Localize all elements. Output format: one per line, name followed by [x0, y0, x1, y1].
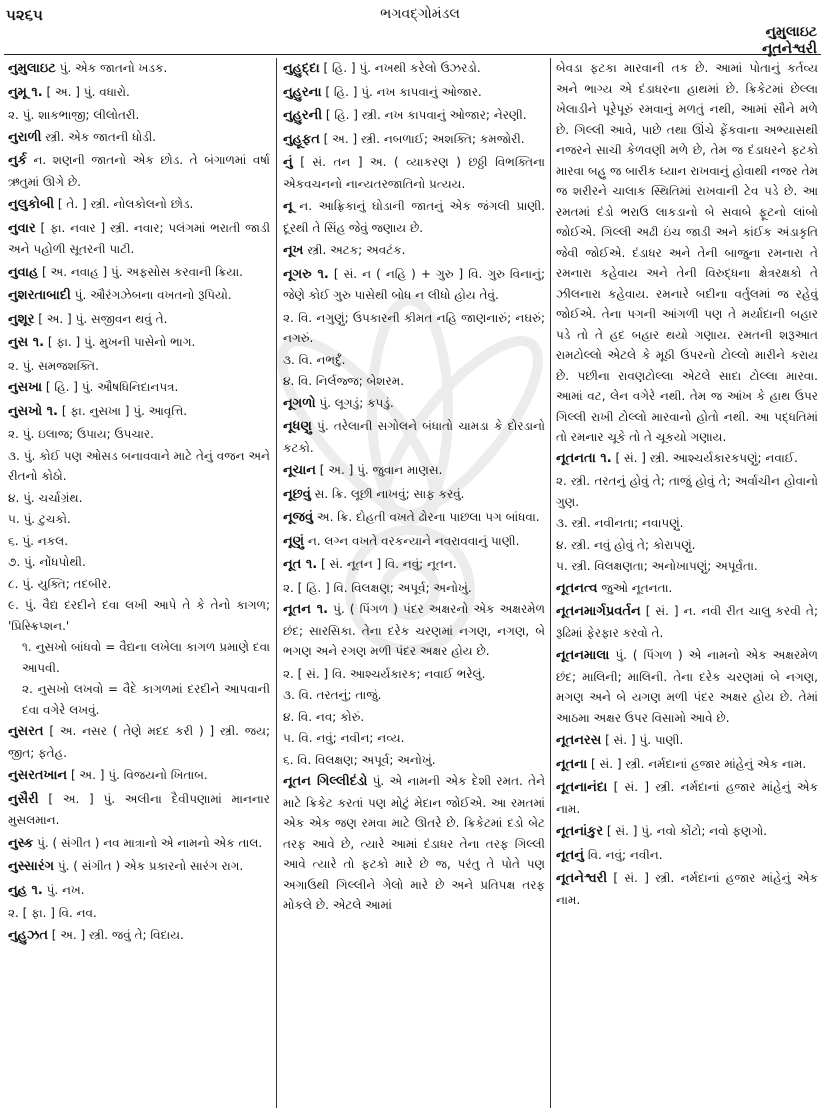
sense-line: ૬. પું. નકલ. — [8, 533, 69, 548]
dictionary-entry — [283, 599, 545, 662]
sense-line: ૪. વિ. નિર્લજ્જ; બેશરમ. — [283, 374, 405, 388]
dictionary-entry — [283, 240, 545, 262]
column-divider — [550, 58, 551, 1108]
dictionary-entry — [8, 401, 270, 423]
definition: [ સં. ] સ્ત્રી. નર્મદાનાં હજાર માંહેનું એક નામ. — [556, 780, 818, 816]
headword: નૂછવું — [283, 486, 311, 502]
definition: સ્ત્રી. એક જાતની ધોડી. — [41, 129, 157, 144]
dictionary-entry — [8, 150, 270, 192]
definition: અ. ક્રિ. દોહતી વખતે ઢોરના પાછલા પગ બાંધવા. — [313, 510, 540, 524]
sense-line: ૫. સ્ત્રી. વિલક્ષણતા; અનોખાપણું; અપૂર્વતા. — [556, 559, 758, 573]
sense-line: ૩. પું. કોઈ પણ ઓસડ બનાવવાને માટે તેનું વજન અને રીતનો કોઠો. — [8, 448, 270, 483]
dictionary-entry — [283, 105, 545, 127]
definition: [ અ. નસર ( તેણે મદદ કરી ) ] સ્ત્રી. જય; જીત; ફતેહ. — [8, 724, 270, 760]
dictionary-entry — [8, 285, 270, 307]
headword: નૂગરુ ૧. — [283, 266, 329, 282]
guide-word-first: નુમુલાઇટ — [765, 24, 817, 40]
definition: વિ. નવું; નવીન. — [584, 847, 663, 862]
definition: પું. તરેલાની સગોલને બંધાતો ચામડા કે દોરડાનો કટકો. — [283, 419, 545, 455]
sense-line: ૫. વિ. નવું; નવીન; નવ્ય. — [283, 731, 405, 745]
definition: [ અ. ] પું. અલીના દૈવીપણામાં માનનાર મુસલમાન. — [8, 791, 270, 827]
definition: [ સં. ] પું. નવો કોંટો; નવો ફણગો. — [603, 824, 768, 838]
idiom-line: ૨. નુસખો લખવો = વૈદે કાગળમાં દરદીને આપવાની દવા વગેરે લખવું. — [22, 682, 270, 717]
headword: નુસખા — [8, 380, 43, 395]
dictionary-entry — [556, 868, 818, 910]
headword: નુશરતાબાદી — [8, 288, 71, 303]
definition: ન. આફ્રિકાનું ઘોડાની જાતનું એક જંગલી પ્રાણી. દૂરથી તે સિંહ જેવું જણાય છે. — [283, 199, 545, 235]
dictionary-entry — [8, 194, 270, 216]
definition: પું. ( પિંગળ ) પંદર અક્ષરનો એક અક્ષરમેળ છંદ; સારસિકા. તેના દરેક ચરણમાં નગણ, નગણ, બે ભગણ અને રગણ મળી પંદર અક્ષર હોય છે. — [283, 602, 546, 658]
definition: [ અ. ] પું. વધારો. — [42, 84, 130, 99]
dictionary-entry — [556, 821, 818, 843]
definition: ન. લગ્ન વખતે વરકન્યાને નવરાવવાનું પાણી. — [304, 533, 520, 548]
header-rule — [4, 54, 821, 55]
dictionary-entry — [283, 393, 545, 415]
dictionary-entry — [283, 264, 545, 306]
guide-word-last: નૂતનેશ્વરી — [761, 41, 817, 57]
headword: નૂગળો — [283, 395, 316, 411]
headword: નૂતનત્વ — [556, 580, 598, 596]
headword: નુહ ૧. — [8, 882, 43, 898]
headword: નૂતન ગિલ્લીદંડો — [283, 774, 368, 789]
sense-line: ૫. પું. ટુચકો. — [8, 512, 71, 526]
dictionary-entry — [556, 730, 818, 752]
headword: નૂતનરસ — [556, 733, 602, 748]
sense-line: ૪. સ્ત્રી. નવું હોવું તે; કોરાપણું. — [556, 537, 696, 552]
definition: પું. એ નામની એક દેશી રમત. તેને માટે ક્રિકેટ કરતાં પણ મોટું મેદાન જોઈએ. આ રમતમાં એક એક જણ રમવા માટે ઊતરે છે. ક્રિકેટમાં દડો બેટ તરફ આવે છે, ત્યારે આમાં દંડાધર તેના તરફ ગિલ્લી આવે ત્યારે તો ફટકો મારે છે જ, પરંતુ તે પોતે પણ અગાઉથી ગિલ્લીને ગેલો મારે છે અને પ્રતિપક્ષ તરફ મોકલે છે. એટલે આમાં — [283, 774, 546, 912]
sense-line: ૮. પું. યુક્તિ; તદબીર. — [8, 576, 112, 591]
definition: [ અ. ] પું. સજીવન થવું તે. — [34, 311, 168, 326]
dictionary-entry — [8, 332, 270, 354]
dictionary-entry — [283, 531, 545, 553]
definition: સ્ત્રી. અટક; અવટંક. — [303, 243, 406, 257]
definition: [ સં. ] સ્ત્રી. નર્મદાનાં હજાર માંહેનું એક નામ. — [556, 871, 818, 907]
dictionary-entry — [8, 833, 270, 855]
dictionary-entry — [8, 309, 270, 331]
headword: નૂજવું — [283, 510, 314, 525]
column-1 — [8, 58, 270, 948]
headword: નૂતનતા ૧. — [556, 450, 612, 466]
definition: [ અ. ] પું. વિજયનો ખિતાબ. — [67, 768, 208, 782]
dictionary-entry — [8, 925, 270, 947]
headword: નુસખો ૧. — [8, 403, 58, 419]
page-number: ૫૨૬૫ — [6, 6, 43, 24]
dictionary-entry — [556, 845, 818, 867]
definition: [ સં. ] ન. નવી રીત ચાલુ કરવી તે; રૂઢિમાં ફેરફાર કરવો તે. — [556, 604, 818, 640]
headword: નુમૂ ૧. — [8, 84, 43, 100]
sense-line: ૨. [ સં. ] વિ. આશ્ચર્યકારક; નવાઈ ભરેલું. — [283, 666, 486, 681]
definition: [ ફા. નવાર ] સ્ત્રી. નવાર; પલંગમાં ભરાતી જાડી અને પહોળી સૂતરની પાટી. — [8, 220, 270, 256]
sense-line: ૨. વિ. નગુણું; ઉપકારની કીમત નહિ જાણનારું; નઘરું; નગરું. — [283, 310, 545, 345]
dictionary-entry — [8, 82, 270, 104]
dictionary-entry — [8, 856, 270, 878]
sense-line: ૯. પું. વૈદ્ય દરદીને દવા લખી આપે તે કે તેનો કાગળ; 'પ્રિસ્ક્રિપ્શન.' — [8, 598, 270, 633]
sense-line: ૩. સ્ત્રી. નવીનતા; નવાપણું. — [556, 516, 684, 530]
headword: નુહુરના — [283, 84, 322, 100]
definition: પું. લૂગડું; કપડું. — [315, 395, 394, 410]
sense-line: ૪. વિ. નવ; કોરું. — [283, 709, 365, 724]
dictionary-entry — [8, 765, 270, 787]
headword: નુશૂર — [8, 311, 35, 327]
definition: [ સં. ] પું. પાણી. — [601, 733, 684, 747]
sense-line: ૨. પું. ઇલાજ; ઉપાય; ઉપચાર. — [8, 427, 154, 441]
headword: નૂ — [283, 199, 293, 214]
dictionary-entry — [556, 777, 818, 819]
dictionary-entry — [283, 484, 545, 506]
dictionary-entry — [8, 721, 270, 763]
dictionary-entry — [556, 645, 818, 728]
definition: [ સં. ] સ્ત્રી. આશ્ચર્યકારકપણું; નવાઈ. — [611, 450, 798, 465]
definition: [ સં. નૂતન ] વિ. નવું; નૂતન. — [317, 557, 457, 571]
definition: પું. ( પિંગળ ) એ નામનો એક અક્ષરમેળ છંદ; માલિની; માલિની. તેના દરેક ચરણમાં બે નગણ, મગણ અને બે યગણ મળી પંદર અક્ષર હોય છે. તેમાં આઠમા અક્ષર ઉપર વિસામો આવે છે. — [556, 648, 818, 725]
headword: નુહુઝત — [8, 927, 48, 943]
dictionary-entry — [8, 262, 270, 284]
headword: નું — [283, 155, 293, 170]
sense-line: ૨. સ્ત્રી. તરતનું હોવું તે; તાજું હોવું તે; અર્વાચીન હોવાનો ગુણ. — [556, 474, 818, 509]
book-title: ભગવદ્ગોમંડલ — [380, 6, 460, 22]
dictionary-entry — [556, 448, 818, 470]
headword: નુલુકોબી — [8, 197, 55, 212]
sense-line: ૬. વિ. વિલક્ષણ; અપૂર્વ; અનોખું. — [283, 752, 436, 767]
dictionary-entry — [283, 460, 545, 482]
headword: નૂતનું — [556, 847, 584, 863]
definition: [ સં. ન ( નહિ ) + ગુરુ ] વિ. ગુરુ વિનાનું; જેણે કોઈ ગુરુ પાસેથી બોધ ન લીધો હોય તેવું. — [283, 266, 545, 302]
dictionary-entry — [283, 152, 545, 194]
definition: પું. નખ. — [42, 882, 85, 897]
dictionary-entry — [8, 218, 270, 260]
dictionary-entry — [8, 127, 270, 149]
column-2 — [283, 58, 545, 918]
definition: [ સં. તન ] અ. ( વ્યાકરણ ) છઠ્ઠી વિભક્તિના એકવચનનો નાન્યતરજાતિનો પ્રત્યય. — [283, 155, 545, 191]
headword: નૂતના — [556, 756, 588, 772]
headword: નુરાળી — [8, 129, 42, 145]
definition: [ હિ. ] પું. નખ કાપવાનું ઓજાર. — [321, 84, 482, 99]
headword: નુહુદ્દા — [283, 61, 320, 76]
idiom-line: ૧. નુસખો બાંધવો = વૈદ્યના લખેલા કાગળ પ્રમાણે દવા આપવી. — [22, 640, 270, 675]
definition: પું. ( સંગીત ) નવ માત્રાનો એ નામનો એક તાલ. — [33, 835, 263, 850]
definition: [ અ. ] પું. જુવાન માણસ. — [315, 463, 443, 477]
headword: નુસ્સારંગ — [8, 859, 55, 874]
dictionary-entry — [556, 578, 818, 600]
guide-words — [762, 24, 817, 58]
headword: નુસરતખાન — [8, 768, 68, 783]
headword: નુસ્ક — [8, 835, 34, 851]
headword: નૂતનમાલા — [556, 648, 610, 663]
headword: નૂખ — [283, 243, 304, 258]
headword: નુહૂફત — [283, 131, 320, 147]
sense-line: ૨. [ ફા. ] વિ. નવ. — [8, 906, 97, 920]
headword: નૂણું — [283, 533, 305, 549]
headword: નૂચાન — [283, 463, 316, 478]
sense-line: ૨. પું. શાકભાજી; લીલોતરી. — [8, 108, 140, 122]
dictionary-entry — [283, 82, 545, 104]
dictionary-entry — [8, 880, 270, 902]
dictionary-entry — [283, 507, 545, 529]
definition: [ અ. નવાહ ] પું. અફસોસ કરવાની ક્રિયા. — [38, 264, 243, 279]
dictionary-entry — [283, 416, 545, 458]
definition: જુઓ નૂતનતા. — [597, 580, 673, 595]
dictionary-entry — [283, 771, 545, 916]
definition: સ. ક્રિ. લૂછી નાખવું; સાફ કરવું. — [310, 486, 465, 501]
sense-line: ૭. પું. નોંધપોથી. — [8, 555, 86, 569]
sense-line: ૨. પું. સમજશક્તિ. — [8, 358, 99, 373]
definition: [ ફા. નુસખા ] પું. આવૃત્તિ. — [58, 403, 188, 418]
dictionary-entry — [8, 377, 270, 399]
headword: નૂધણુ — [283, 419, 312, 434]
definition: [ અ. ] સ્ત્રી. નબળાઈ; અશક્તિ; કમજોરી. — [319, 131, 525, 146]
definition: પું. ( સંગીત ) એક પ્રકારનો સારંગ રાગ. — [54, 859, 244, 873]
headword: નુવાહ — [8, 264, 39, 280]
sense-line: ૪. પું. ચર્ચાગ્રંથ. — [8, 490, 83, 505]
continued-definition: બેવડા ફટકા મારવાની તક છે. આમાં પોતાનું કર્તવ્ય અને ભાગ્ય એ દંડાધરના હાથમાં છે. ક્રિકેટમાં છેલ્લા ખેલાડીને પૂરેપૂરું રમવાનું મળતું નથી, આમાં સૌને મળે છે. ગિલ્લી આવે, પાછે તથા ઊંચે ફેંકવાના અભ્યાસથી નજરને સાચી કેળવણી મળે છે, તેમ જ દંડાધરને ફટકો મારવા બહુ જ બારીક ધ્યાન રાખવાનું હોવાથી નજર તેમ જ શરીરને ચાલાક સ્થિતિમાં રાખવાની ટેવ પડે છે. આ રમતમાં દંડો ભરાઉ લાકડાનો બે સવાબે ફૂટનો લાંબો જોઈએ. ગિલ્લી અઢી ઇંચ જાડી અને કાંઈક અંડાકૃતિ જેવી જોઈએ. દંડાધર અને તેની બાજુના રમનારા તે રમનારા કહેવાય અને તેની વિરુદ્ધના ક્ષેત્રરક્ષકો તે ઝીલનારા કહેવાય. રમનારે બદીના વર્તુલમાં જ રહેવું જોઈએ. તેના પગની આંગળી પણ તે મર્યાદાની બહાર પડે તો તે હદ બહાર થયો ગણાય. રમતની શરૂઆત રામટોલ્લો એટલે કે મૂઠી ઉપરનો ટોલ્લો મારીને કરાય છે. પછીના રાવણટોલ્લા એટલે સાદા ટોલ્લા મારવા. આમાં વટ, લેન વગેરે નથી. તેમ જ આંખ કે હાથ ઉપર ગિલ્લી રાખી ટોલ્લો મારવાનો હોતો નથી. આ પદ્ધતિમાં તો રમનાર ચૂકે તો તે ચૂકયો ગણાય. — [556, 61, 818, 444]
definition: ન. શણની જાતનો એક છોડ. તે બંગાળમાં વર્ષા ઋતુમાં ઊગે છે. — [8, 153, 270, 189]
headword: નુસૈરી — [8, 791, 39, 807]
definition: પું. ઔરંગઝેબના વખતનો રૂપિયો. — [70, 288, 232, 302]
dictionary-entry — [283, 58, 545, 80]
sense-line: ૩. વિ. તરતનું; તાજું. — [283, 688, 382, 702]
headword: નૂતનમાર્ગપ્રવર્તન — [556, 604, 641, 619]
dictionary-entry — [283, 129, 545, 151]
sense-line: ૩. વિ. નભર્દું. — [283, 352, 346, 367]
column-3 — [556, 58, 818, 912]
definition: [ હિ. ] પું. ઔષધિનિદાનપત્ર. — [42, 380, 179, 394]
definition: [ હિ. ] સ્ત્રી. નખ કાપવાનું ઓજાર; નેરણી. — [322, 108, 527, 122]
definition: [ તે. ] સ્ત્રી. નોલકોલનો છોડ. — [54, 197, 194, 211]
dictionary-entry — [8, 789, 270, 831]
dictionary-entry — [283, 196, 545, 238]
definition: પું. એક જાતનો ખડક. — [55, 61, 168, 75]
definition: [ ફા. ] પું. મુખની પાસેનો ભાગ. — [44, 335, 196, 349]
headword: નૂતનાનંદા — [556, 780, 608, 795]
headword: નુસ ૧. — [8, 335, 45, 350]
headword: નૂતનેશ્વરી — [556, 871, 608, 886]
headword: નુર્ક — [8, 153, 27, 168]
dictionary-entry — [8, 58, 270, 80]
headword: નૂતન ૧. — [283, 602, 329, 617]
definition: [ સં. ] સ્ત્રી. નર્મદાનાં હજાર માંહેનું એક નામ. — [587, 756, 807, 771]
headword: નુસરત — [8, 724, 44, 739]
sense-line: ૨. [ હિ. ] વિ. વિલક્ષણ; અપૂર્વ; અનોખું. — [283, 580, 472, 595]
headword: નુવાર — [8, 220, 36, 236]
headword: નૂત ૧. — [283, 557, 318, 572]
definition: [ હિ. ] પું. નખથી કરેલો ઉઝરડો. — [319, 61, 481, 75]
headword: નૂતનાંકુર — [556, 824, 604, 839]
dictionary-entry — [283, 554, 545, 576]
column-divider — [276, 58, 277, 1108]
headword: નુહુરની — [283, 108, 323, 123]
headword: નુમુલાઇટ — [8, 61, 56, 76]
dictionary-entry — [556, 754, 818, 776]
definition: [ અ. ] સ્ત્રી. જવું તે; વિદાય. — [47, 927, 184, 942]
dictionary-entry — [556, 601, 818, 643]
